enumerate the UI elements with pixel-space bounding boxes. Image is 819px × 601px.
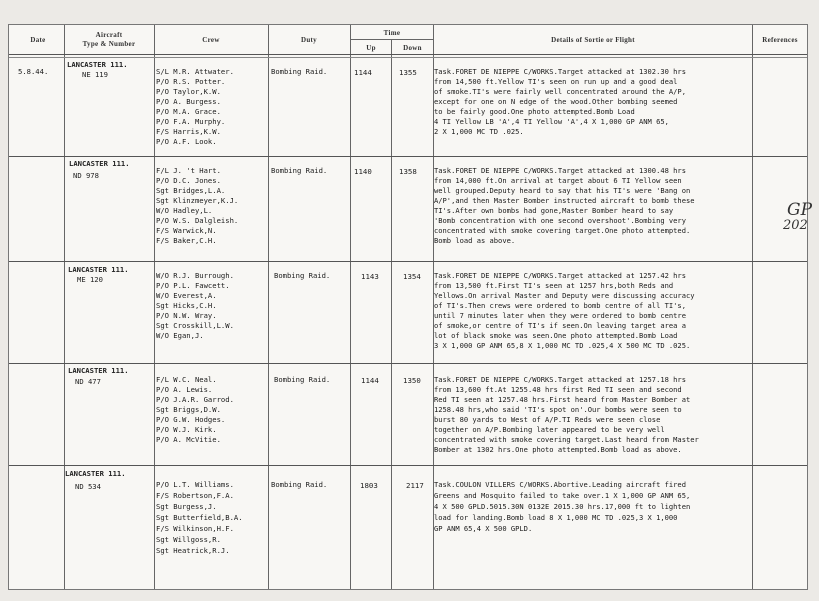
sortie-details-line: from 13,600 ft.At 1255.48 hrs first Red TI seen and second [434, 385, 682, 394]
sortie-details-line: from 14,500 ft.Yellow TI's seen on run up and a good deal [434, 77, 678, 86]
header-details: Details of Sortie or Flight [551, 36, 635, 44]
crew-member: P/O M.A. Grace. [156, 107, 221, 116]
sortie-details-line: from 14,000 ft.On arrival at target about 6 TI Yellow seen [434, 176, 682, 185]
sortie-details-line: A/P',and then Master Bomber instructed aircraft to bomb these [434, 196, 695, 205]
crew-member: Sgt Willgoss,R. [156, 535, 221, 544]
time-up: 1144 [354, 68, 372, 77]
crew-member: P/O J.A.R. Garrod. [156, 395, 234, 404]
crew-member: Sgt Briggs,D.W. [156, 405, 221, 414]
sortie-details-line: together on A/P.Bombing later appeared to be very well [434, 425, 665, 434]
sortie-details-line: Bomber at 1302 hrs.One photo attempted.Bomb load as above. [434, 445, 682, 454]
crew-member: W/O R.J. Burrough. [156, 271, 234, 280]
header-references: References [762, 36, 798, 44]
aircraft-type: LANCASTER 111. [69, 159, 130, 168]
crew-member: P/O A.F. Look. [156, 137, 217, 146]
time-down: 1355 [399, 68, 417, 77]
sortie-details-line: 'Bomb concentration with one second overshoot'.Bombing very [434, 216, 686, 225]
sortie-details-line: Greens and Mosquito failed to take over.1 X 1,000 GP ANM 65, [434, 491, 691, 500]
duty: Bombing Raid. [271, 67, 328, 76]
sortie-details-line: concentrated with smoke covering target.One photo attempted. [434, 226, 691, 235]
sortie-details-line: Bomb load as above. [434, 236, 516, 245]
crew-member: W/O Hadley,L. [156, 206, 213, 215]
crew-member: P/O N.W. Wray. [156, 311, 217, 320]
aircraft-number: ND 978 [73, 171, 99, 180]
aircraft-type: LANCASTER 111. [68, 366, 129, 375]
sortie-details-line: lot of black smoke was seen.One photo attempted.Bomb Load [434, 331, 678, 340]
sortie-details-line: Task.FORET DE NIEPPE C/WORKS.Target attacked at 1302.30 hrs [434, 67, 686, 76]
crew-member: Sgt Bridges,L.A. [156, 186, 226, 195]
header-time: Time [383, 29, 401, 37]
aircraft-number: ME 120 [77, 275, 103, 284]
crew-member: F/L W.C. Neal. [156, 375, 217, 384]
crew-member: Sgt Klinzmeyer,K.J. [156, 196, 239, 205]
sortie-details-line: GP ANM 65,4 X 500 GPLD. [434, 524, 533, 533]
crew-member: P/O D.C. Jones. [156, 176, 221, 185]
sortie-row [9, 365, 809, 464]
duty: Bombing Raid. [271, 166, 328, 175]
sortie-details-line: 4 TI Yellow LB 'A',4 TI Yellow 'A',4 X 1,000 GP ANM 65, [434, 117, 669, 126]
time-up: 1143 [361, 272, 379, 281]
header-date: Date [30, 36, 46, 44]
crew-member: F/L J. 't Hart. [156, 166, 221, 175]
sortie-details-line: Task.COULON VILLERS C/WORKS.Abortive.Leading aircraft fired [434, 480, 686, 489]
time-up: 1144 [361, 376, 379, 385]
sortie-details-line: Task.FORET DE NIEPPE C/WORKS.Target attacked at 1300.48 hrs [434, 166, 686, 175]
crew-member: Sgt Crosskill,L.W. [156, 321, 234, 330]
time-down: 1354 [403, 272, 421, 281]
sortie-details-line: Task.FORET DE NIEPPE C/WORKS.Target attacked at 1257.42 hrs [434, 271, 686, 280]
sortie-details-line: load for landing.Bomb load 8 X 1,000 MC TD .025,3 X 1,000 [434, 513, 678, 522]
aircraft-type: LANCASTER 111. [67, 60, 128, 69]
sortie-row [9, 467, 809, 589]
header-time-up: Up [366, 44, 376, 52]
crew-member: F/S Wilkinson,H.F. [156, 524, 234, 533]
crew-member: P/O P.L. Fawcett. [156, 281, 230, 290]
time-down: 1358 [399, 167, 417, 176]
sortie-row [9, 263, 809, 362]
sortie-details-line: TI's.After own bombs had gone,Master Bomber heard to say [434, 206, 674, 215]
header-aircraft: Aircraft Type & Number [82, 31, 136, 48]
sortie-details-line: 2 X 1,000 MC TD .025. [434, 127, 524, 136]
crew-member: P/O W.J. Kirk. [156, 425, 217, 434]
crew-member: P/O A. McVitie. [156, 435, 221, 444]
sortie-details-line: 3 X 1,000 GP ANM 65,8 X 1,000 MC TD .025,4 X 500 MC TD .025. [434, 341, 691, 350]
crew-member: P/O A. Lewis. [156, 385, 213, 394]
aircraft-type: LANCASTER 111. [65, 469, 126, 478]
crew-member: Sgt Burgess,J. [156, 502, 217, 511]
crew-member: P/O Taylor,K.W. [156, 87, 221, 96]
sortie-details-line: except for one on N edge of the wood.Other bombing seemed [434, 97, 678, 106]
crew-member: F/S Warwick,N. [156, 226, 217, 235]
sortie-row [9, 59, 809, 156]
crew-member: W/O Egan,J. [156, 331, 204, 340]
sortie-details-line: 1258.48 hrs,who said 'TI's spot on'.Our bombs were seen to [434, 405, 682, 414]
header-duty: Duty [301, 36, 317, 44]
duty: Bombing Raid. [271, 480, 328, 489]
crew-member: F/S Robertson,F.A. [156, 491, 234, 500]
aircraft-number: NE 119 [82, 70, 108, 79]
sortie-details-line: burst 80 yards to West of A/P.TI Reds were seen close [434, 415, 661, 424]
aircraft-type: LANCASTER 111. [68, 265, 129, 274]
sortie-details-line: well grouped.Deputy heard to say that his TI's were 'Bang on [434, 186, 691, 195]
crew-member: P/O G.W. Hodges. [156, 415, 226, 424]
time-up: 1140 [354, 167, 372, 176]
sortie-details-line: from 13,500 ft.First TI's seen at 1257 hrs,both Reds and [434, 281, 674, 290]
sortie-row [9, 158, 813, 260]
sortie-details-line: of smoke,or centre of TI's if seen.On leaving target area a [434, 321, 686, 330]
time-down: 2117 [406, 481, 424, 490]
aircraft-number: ND 477 [75, 377, 101, 386]
sortie-details-line: Red TI seen at 1257.48 hrs.First heard from Master Bomber at [434, 395, 691, 404]
sortie-details-line: until 7 minutes later when they were ordered to bomb centre [434, 311, 686, 320]
crew-member: P/O L.T. Williams. [156, 480, 234, 489]
sortie-details-line: of smoke.TI's were fairly well concentrated around the A/P, [434, 87, 686, 96]
crew-member: P/O R.S. Potter. [156, 77, 226, 86]
crew-member: S/L M.R. Attwater. [156, 67, 234, 76]
time-down: 1350 [403, 376, 421, 385]
crew-member: P/O W.S. Dalgleish. [156, 216, 239, 225]
crew-member: Sgt Heatrick,R.J. [156, 546, 230, 555]
sortie-details-line: of TI's.Then crews were ordered to bomb centre of all TI's, [434, 301, 686, 310]
duty: Bombing Raid. [274, 271, 331, 280]
reference-initials: GP [787, 200, 813, 220]
duty: Bombing Raid. [274, 375, 331, 384]
crew-member: W/O Everest,A. [156, 291, 217, 300]
crew-member: F/S Harris,K.W. [156, 127, 221, 136]
aircraft-number: ND 534 [75, 482, 101, 491]
crew-member: Sgt Butterfield,B.A. [156, 513, 243, 522]
sortie-date: 5.8.44. [18, 67, 49, 76]
crew-member: P/O F.A. Murphy. [156, 117, 226, 126]
sortie-details-line: concentrated with smoke covering target.Last heard from Master [434, 435, 699, 444]
header-crew: Crew [202, 36, 220, 44]
sortie-details-line: to be fairly good.One photo attempted.Bomb Load [434, 107, 635, 116]
crew-member: P/O A. Burgess. [156, 97, 221, 106]
sortie-details-line: Yellows.On arrival Master and Deputy were discussing accuracy [434, 291, 695, 300]
sortie-details-line: Task.FORET DE NIEPPE C/WORKS.Target attacked at 1257.18 hrs [434, 375, 686, 384]
operations-record-sheet [8, 24, 813, 590]
reference-page-number: 202 [783, 218, 808, 233]
crew-member: Sgt Hicks,C.H. [156, 301, 217, 310]
header-time-down: Down [403, 44, 422, 52]
crew-member: F/S Baker,C.H. [156, 236, 217, 245]
sortie-details-line: 4 X 500 GPLD.5015.30N 0132E 2015.30 hrs.17,000 ft to lighten [434, 502, 691, 511]
time-up: 1803 [360, 481, 378, 490]
